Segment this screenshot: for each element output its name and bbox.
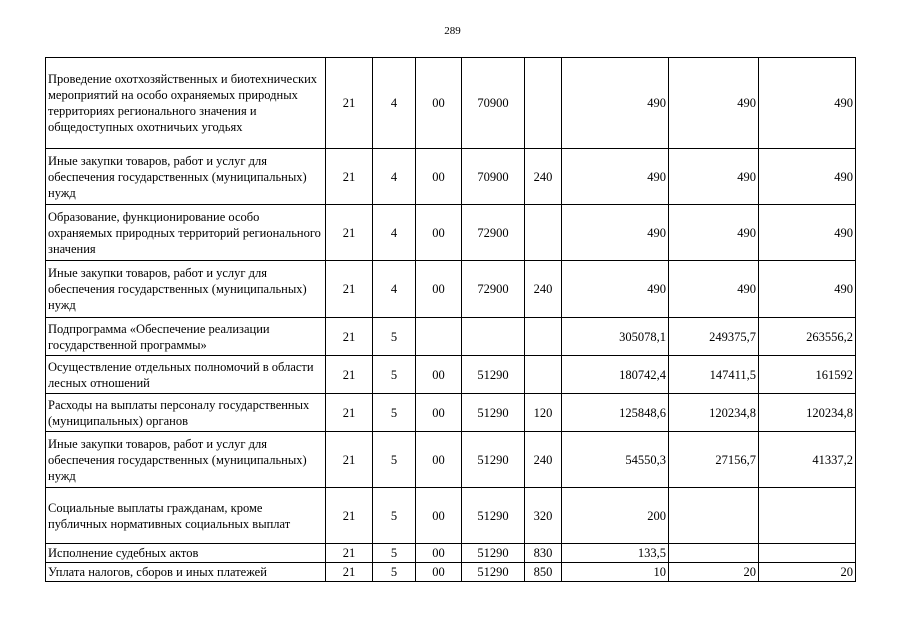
code-cell: 21 <box>326 261 373 318</box>
code-cell: 72900 <box>462 205 525 261</box>
amount-cell <box>669 488 759 544</box>
row-name-cell: Образование, функционирование особо охраняемых природных территорий регионального значения <box>46 205 326 261</box>
code-cell: 120 <box>525 394 562 432</box>
code-cell: 4 <box>373 58 416 149</box>
code-cell: 51290 <box>462 488 525 544</box>
amount-cell: 120234,8 <box>669 394 759 432</box>
amount-cell: 490 <box>759 58 856 149</box>
code-cell: 21 <box>326 488 373 544</box>
code-cell: 320 <box>525 488 562 544</box>
amount-cell <box>759 488 856 544</box>
row-name-cell: Социальные выплаты гражданам, кроме публичных нормативных социальных выплат <box>46 488 326 544</box>
code-cell: 21 <box>326 356 373 394</box>
amount-cell: 490 <box>562 205 669 261</box>
code-cell: 00 <box>416 261 462 318</box>
amount-cell: 147411,5 <box>669 356 759 394</box>
table-row <box>46 149 856 205</box>
table-row <box>46 261 856 318</box>
amount-cell: 490 <box>562 149 669 205</box>
code-cell: 21 <box>326 544 373 563</box>
code-cell: 00 <box>416 58 462 149</box>
code-cell: 21 <box>326 432 373 488</box>
row-name-cell: Расходы на выплаты персоналу государственных (муниципальных) органов <box>46 394 326 432</box>
amount-cell: 20 <box>669 563 759 582</box>
amount-cell: 263556,2 <box>759 318 856 356</box>
code-cell: 5 <box>373 488 416 544</box>
code-cell: 00 <box>416 356 462 394</box>
row-name-cell: Проведение охотхозяйственных и биотехнических мероприятий на особо охраняемых природных территориях регионального значения и общедоступных охотничьих угодьях <box>46 58 326 149</box>
table-row <box>46 356 856 394</box>
code-cell: 00 <box>416 563 462 582</box>
code-cell <box>525 318 562 356</box>
code-cell: 5 <box>373 318 416 356</box>
amount-cell: 490 <box>759 261 856 318</box>
code-cell: 00 <box>416 544 462 563</box>
code-cell: 51290 <box>462 563 525 582</box>
amount-cell: 10 <box>562 563 669 582</box>
code-cell <box>525 205 562 261</box>
code-cell: 5 <box>373 563 416 582</box>
amount-cell: 490 <box>562 261 669 318</box>
code-cell: 51290 <box>462 394 525 432</box>
table-row <box>46 432 856 488</box>
amount-cell: 133,5 <box>562 544 669 563</box>
code-cell: 5 <box>373 544 416 563</box>
code-cell: 5 <box>373 356 416 394</box>
code-cell: 72900 <box>462 261 525 318</box>
code-cell: 21 <box>326 394 373 432</box>
code-cell: 00 <box>416 394 462 432</box>
budget-table <box>45 57 856 582</box>
code-cell <box>525 356 562 394</box>
code-cell: 51290 <box>462 432 525 488</box>
code-cell: 00 <box>416 488 462 544</box>
amount-cell: 490 <box>669 58 759 149</box>
code-cell <box>525 58 562 149</box>
code-cell: 21 <box>326 318 373 356</box>
amount-cell: 200 <box>562 488 669 544</box>
code-cell: 21 <box>326 149 373 205</box>
code-cell: 830 <box>525 544 562 563</box>
row-name-cell: Подпрограмма «Обеспечение реализации государственной программы» <box>46 318 326 356</box>
code-cell: 70900 <box>462 58 525 149</box>
amount-cell: 490 <box>759 205 856 261</box>
code-cell: 850 <box>525 563 562 582</box>
code-cell: 5 <box>373 394 416 432</box>
amount-cell <box>669 544 759 563</box>
code-cell: 00 <box>416 205 462 261</box>
amount-cell: 161592 <box>759 356 856 394</box>
code-cell: 70900 <box>462 149 525 205</box>
page-number: 289 <box>444 25 461 37</box>
table-row <box>46 563 856 582</box>
amount-cell: 305078,1 <box>562 318 669 356</box>
amount-cell: 27156,7 <box>669 432 759 488</box>
code-cell: 4 <box>373 261 416 318</box>
amount-cell: 54550,3 <box>562 432 669 488</box>
row-name-cell: Уплата налогов, сборов и иных платежей <box>46 563 326 582</box>
amount-cell: 490 <box>562 58 669 149</box>
code-cell: 4 <box>373 149 416 205</box>
code-cell: 00 <box>416 149 462 205</box>
table-row <box>46 318 856 356</box>
code-cell <box>462 318 525 356</box>
code-cell: 240 <box>525 261 562 318</box>
row-name-cell: Иные закупки товаров, работ и услуг для обеспечения государственных (муниципальных) нужд <box>46 261 326 318</box>
amount-cell: 180742,4 <box>562 356 669 394</box>
row-name-cell: Исполнение судебных актов <box>46 544 326 563</box>
code-cell: 4 <box>373 205 416 261</box>
code-cell: 21 <box>326 563 373 582</box>
code-cell: 51290 <box>462 544 525 563</box>
table-row <box>46 205 856 261</box>
row-name-cell: Осуществление отдельных полномочий в области лесных отношений <box>46 356 326 394</box>
code-cell <box>416 318 462 356</box>
code-cell: 00 <box>416 432 462 488</box>
amount-cell: 490 <box>759 149 856 205</box>
amount-cell <box>759 544 856 563</box>
amount-cell: 490 <box>669 261 759 318</box>
code-cell: 51290 <box>462 356 525 394</box>
amount-cell: 125848,6 <box>562 394 669 432</box>
code-cell: 21 <box>326 58 373 149</box>
code-cell: 240 <box>525 149 562 205</box>
amount-cell: 120234,8 <box>759 394 856 432</box>
amount-cell: 249375,7 <box>669 318 759 356</box>
amount-cell: 41337,2 <box>759 432 856 488</box>
code-cell: 5 <box>373 432 416 488</box>
table-row <box>46 394 856 432</box>
amount-cell: 490 <box>669 205 759 261</box>
row-name-cell: Иные закупки товаров, работ и услуг для обеспечения государственных (муниципальных) нужд <box>46 149 326 205</box>
code-cell: 240 <box>525 432 562 488</box>
amount-cell: 490 <box>669 149 759 205</box>
table-row <box>46 58 856 149</box>
row-name-cell: Иные закупки товаров, работ и услуг для обеспечения государственных (муниципальных) нужд <box>46 432 326 488</box>
amount-cell: 20 <box>759 563 856 582</box>
table-row <box>46 544 856 563</box>
code-cell: 21 <box>326 205 373 261</box>
table-row <box>46 488 856 544</box>
